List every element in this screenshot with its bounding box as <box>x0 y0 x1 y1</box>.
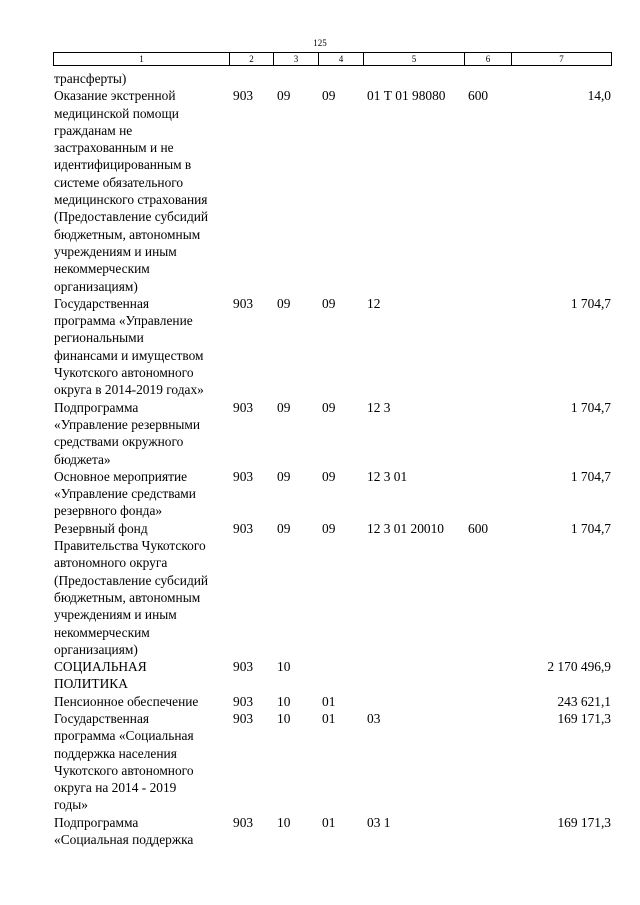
expense-type <box>464 658 511 693</box>
ministry-code: 903 <box>233 659 254 675</box>
amount: 1 704,7 <box>570 399 611 415</box>
section-code: 09 <box>277 295 291 311</box>
section-code: 09 <box>277 88 291 104</box>
expense-type <box>464 468 511 520</box>
expense-type <box>464 295 511 399</box>
ministry-code: 903 <box>233 710 254 726</box>
expense-type <box>464 693 511 710</box>
section-code: 09 <box>277 520 291 536</box>
header-cell: 2 <box>230 53 274 66</box>
subsection-code: 01 <box>322 814 336 830</box>
table-row <box>53 468 611 520</box>
amount <box>511 70 611 87</box>
section-code: 10 <box>277 693 291 709</box>
subsection-code: 01 <box>322 710 336 726</box>
target-article: 03 <box>367 710 381 726</box>
section-code: 10 <box>277 814 291 830</box>
target-article: 01 Т 01 98080 <box>367 88 446 104</box>
expense-type <box>464 70 511 87</box>
amount: 169 171,3 <box>557 814 611 830</box>
ministry-code: 903 <box>233 520 254 536</box>
header-cell: 3 <box>274 53 319 66</box>
table-row <box>53 693 611 710</box>
amount: 1 704,7 <box>570 295 611 311</box>
target-article <box>363 693 464 710</box>
expense-type <box>464 710 511 814</box>
table-row <box>53 399 611 468</box>
ministry-code: 903 <box>233 88 254 104</box>
subsection-code: 09 <box>322 88 336 104</box>
row-name: Подпрограмма «Социальная поддержка <box>54 814 194 848</box>
section-code: 09 <box>277 468 291 484</box>
target-article <box>363 658 464 693</box>
amount: 169 171,3 <box>557 710 611 726</box>
row-name: Оказание экстренной медицинской помощи гражданам не застрахованным и не идентифицированным в системе обязательного медицинского страхования (Предоставление субсидий бюджетным, автономным учреждениям и иным некоммерческим организациям) <box>54 88 209 294</box>
target-article: 12 <box>367 295 381 311</box>
header-row <box>54 53 612 66</box>
section-code: 10 <box>277 710 291 726</box>
ministry-code: 903 <box>233 693 254 709</box>
row-name: Государственная программа «Управление региональными финансами и имуществом Чукотского автономного округа в 2014-2019 годах» <box>54 295 204 398</box>
expense-type <box>464 399 511 468</box>
table-row <box>53 814 611 849</box>
target-article <box>363 70 464 87</box>
section-code: 09 <box>277 399 291 415</box>
section-code <box>273 70 318 87</box>
header-cell: 4 <box>319 53 364 66</box>
amount: 243 621,1 <box>557 693 611 709</box>
table-row <box>53 295 611 399</box>
ministry-code: 903 <box>233 295 254 311</box>
table-row <box>53 520 611 658</box>
amount: 1 704,7 <box>570 520 611 536</box>
row-name: СОЦИАЛЬНАЯ ПОЛИТИКА <box>54 659 147 692</box>
subsection-code: 09 <box>322 399 336 415</box>
table-body <box>53 70 611 848</box>
table-row <box>53 70 611 87</box>
row-name: Основное мероприятие «Управление средствами резервного фонда» <box>54 468 196 519</box>
row-name: Пенсионное обеспечение <box>54 693 199 709</box>
table-row <box>53 710 611 814</box>
amount: 2 170 496,9 <box>547 659 611 675</box>
column-number-header <box>53 52 612 66</box>
row-name: Государственная программа «Социальная поддержка населения Чукотского автономного округа на 2014 - 2019 годы» <box>54 710 194 813</box>
target-article: 12 3 01 <box>367 468 408 484</box>
subsection-code: 01 <box>322 693 336 709</box>
row-name: трансферты) <box>54 71 127 86</box>
table-row <box>53 87 611 295</box>
subsection-code: 09 <box>322 295 336 311</box>
expense-type <box>464 814 511 849</box>
ministry-code: 903 <box>233 468 254 484</box>
section-code: 10 <box>277 659 291 675</box>
target-article: 12 3 01 20010 <box>367 520 444 536</box>
table-row <box>53 658 611 693</box>
row-name: Подпрограмма «Управление резервными средствами окружного бюджета» <box>54 399 201 467</box>
ministry-code: 903 <box>233 399 254 415</box>
subsection-code: 09 <box>322 468 336 484</box>
header-cell: 6 <box>465 53 512 66</box>
subsection-code <box>318 658 363 693</box>
amount: 14,0 <box>587 88 611 104</box>
header-cell: 1 <box>54 53 230 66</box>
amount: 1 704,7 <box>570 468 611 484</box>
subsection-code: 09 <box>322 520 336 536</box>
target-article: 12 3 <box>367 399 391 415</box>
page-number: 125 <box>313 38 327 48</box>
header-cell: 5 <box>364 53 465 66</box>
ministry-code <box>229 70 273 87</box>
row-name: Резервный фонд Правительства Чукотского автономного округа (Предоставление субсидий бюджетным, автономным учреждениям и иным некоммерческим организациям) <box>54 520 209 657</box>
ministry-code: 903 <box>233 814 254 830</box>
header-cell: 7 <box>512 53 612 66</box>
expense-type: 600 <box>468 520 489 536</box>
expense-type: 600 <box>468 88 489 104</box>
subsection-code <box>318 70 363 87</box>
target-article: 03 1 <box>367 814 391 830</box>
budget-table <box>53 70 611 848</box>
